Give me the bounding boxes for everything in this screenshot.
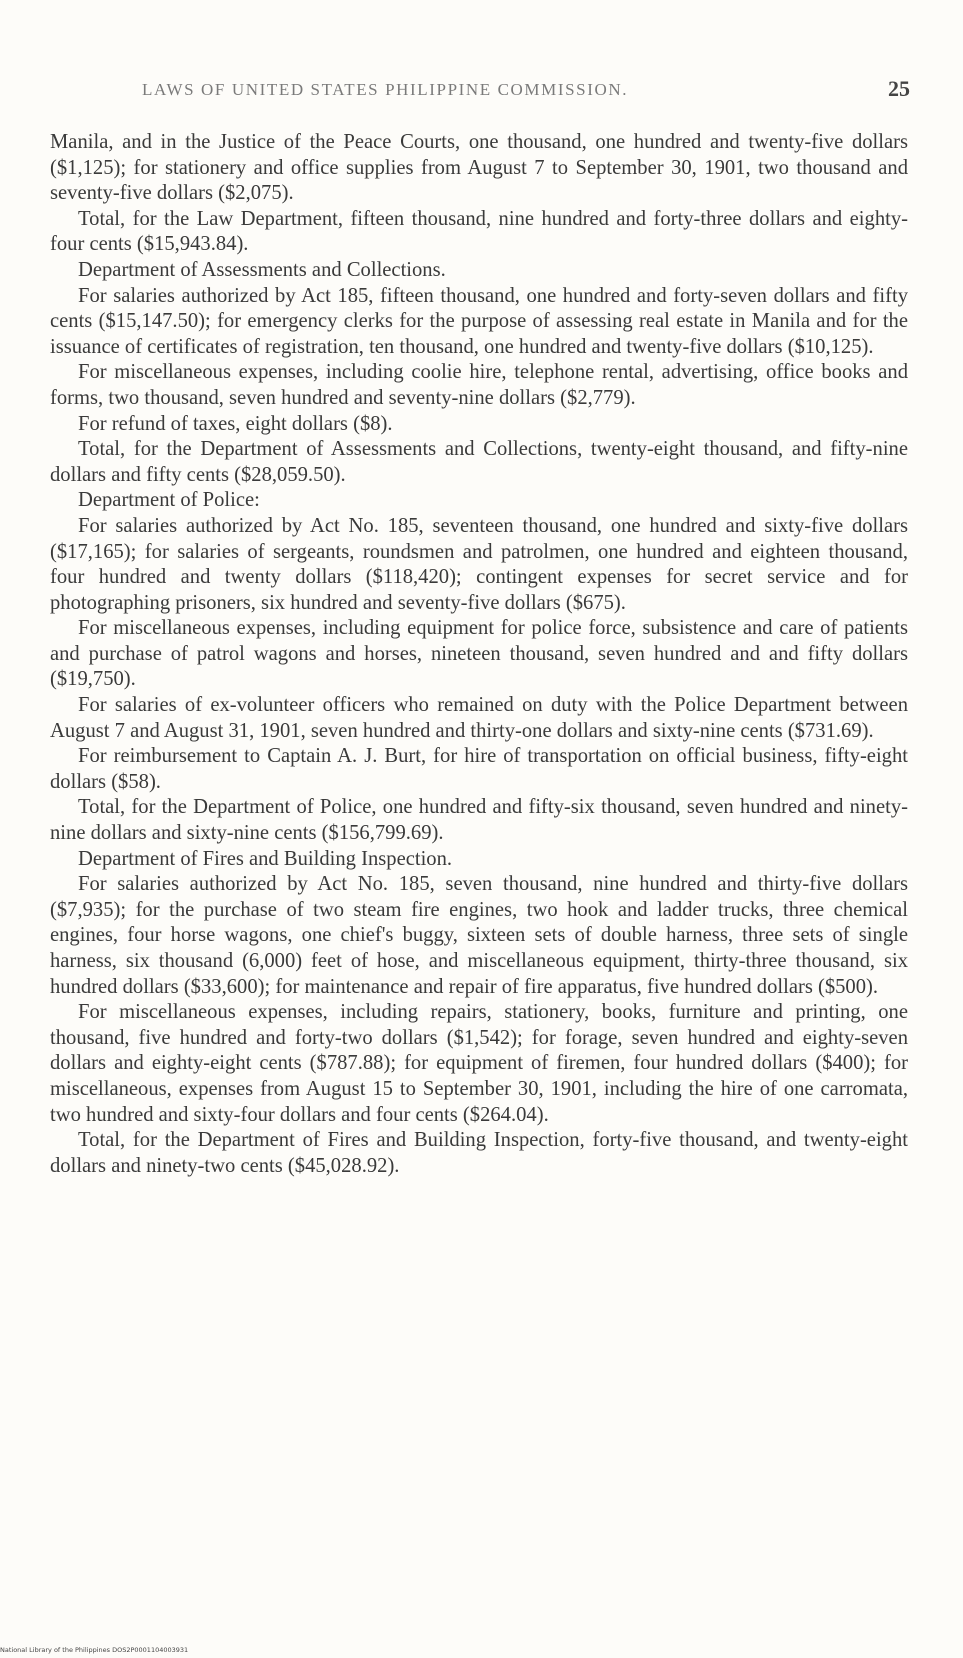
- paragraph-assessments-refund: For refund of taxes, eight dollars ($8).: [78, 412, 393, 435]
- page-header: [50, 76, 910, 106]
- running-head: LAWS OF UNITED STATES PHILIPPINE COMMISSION.: [142, 80, 629, 99]
- paragraph-law-department-total: Total, for the Law Department, fifteen thousand, nine hundred and forty-three dollars and eighty-four cents ($15,943.84).: [50, 207, 908, 256]
- paragraph-fires-total: Total, for the Department of Fires and Building Inspection, forty-five thousand, and twenty-eight dollars and ninety-two cents ($45,028.92).: [50, 1129, 908, 1177]
- page-body: [50, 130, 908, 1179]
- paragraph-police-ex-volunteer: For salaries of ex-volunteer officers who remained on duty with the Police Department between August 7 and August 31, 1901, seven hundred and thirty-one dollars and sixty-nine cents ($731.69).: [50, 694, 908, 742]
- paragraph-assessments-salaries: For salaries authorized by Act 185, fifteen thousand, one hundred and forty-seven dollars and fifty cents ($15,147.50); for emergency clerks for the purpose of assessing real estate in Manila and for the issuance of certificates of registration, ten thousand, one hundred and twenty-five dollars ($10,125).: [50, 284, 908, 358]
- paragraph-fires-misc: For miscellaneous expenses, including repairs, stationery, books, furniture and printing, one thousand, five hundred and forty-two dollars ($1,542); for forage, seven hundred and eighty-seven dollars and eighty-eight cents ($787.88); for equipment of firemen, four hundred dollars ($400); for miscellaneous, expenses from August 15 to September 30, 1901, including the hire of one carromata, two hundred and sixty-four dollars and four cents ($264.04).: [50, 1001, 908, 1126]
- paragraph-fires-salaries: For salaries authorized by Act No. 185, seven thousand, nine hundred and thirty-five dollars ($7,935); for the purchase of two steam fire engines, two hook and ladder trucks, three chemical engines, four horse wagons, one chief's buggy, sixteen sets of double harness, three sets of single harness, six thousand (6,000) feet of hose, and miscellaneous equipment, thirty-three thousand, six hundred dollars ($33,600); for maintenance and repair of fire apparatus, five hundred dollars ($500).: [50, 873, 908, 998]
- paragraph-assessments-total: Total, for the Department of Assessments and Collections, twenty-eight thousand, and fifty-nine dollars and fifty cents ($28,059.50).: [50, 438, 908, 486]
- paragraph-police-misc: For miscellaneous expenses, including equipment for police force, subsistence and care of patients and purchase of patrol wagons and horses, nineteen thousand, seven hundred and and fifty dollars ($19,750).: [50, 617, 908, 691]
- paragraph-law-department-continued: Manila, and in the Justice of the Peace Courts, one thousand, one hundred and twenty-five dollars ($1,125); for stationery and office supplies from August 7 to September 30, 1901, two thousand and seventy-five dollars ($2,075).: [50, 131, 908, 205]
- section-heading-fires: Department of Fires and Building Inspection.: [78, 847, 453, 870]
- paragraph-police-reimbursement: For reimbursement to Captain A. J. Burt, for hire of transportation on official business, fifty-eight dollars ($58).: [50, 745, 908, 793]
- paragraph-police-salaries: For salaries authorized by Act No. 185, seventeen thousand, one hundred and sixty-five dollars ($17,165); for salaries of sergeants, roundsmen and patrolmen, one hundred and eighteen thousand, four hundred and twenty dollars ($118,420); contingent expenses for secret service and for photographing prisoners, six hundred and seventy-five dollars ($675).: [50, 514, 908, 614]
- section-heading-police: Department of Police:: [78, 489, 260, 512]
- paragraph-police-total: Total, for the Department of Police, one hundred and fifty-six thousand, seven hundred and ninety-nine dollars and sixty-nine cents ($156,799.69).: [50, 796, 908, 845]
- page-number: 25: [888, 76, 910, 101]
- section-heading-assessments: Department of Assessments and Collections.: [78, 258, 446, 281]
- paragraph-assessments-misc: For miscellaneous expenses, including coolie hire, telephone rental, advertising, office books and forms, two thousand, seven hundred and seventy-nine dollars ($2,779).: [50, 361, 908, 409]
- scan-attribution: National Library of the Philippines DOS2P0001104003931: [0, 1646, 189, 1654]
